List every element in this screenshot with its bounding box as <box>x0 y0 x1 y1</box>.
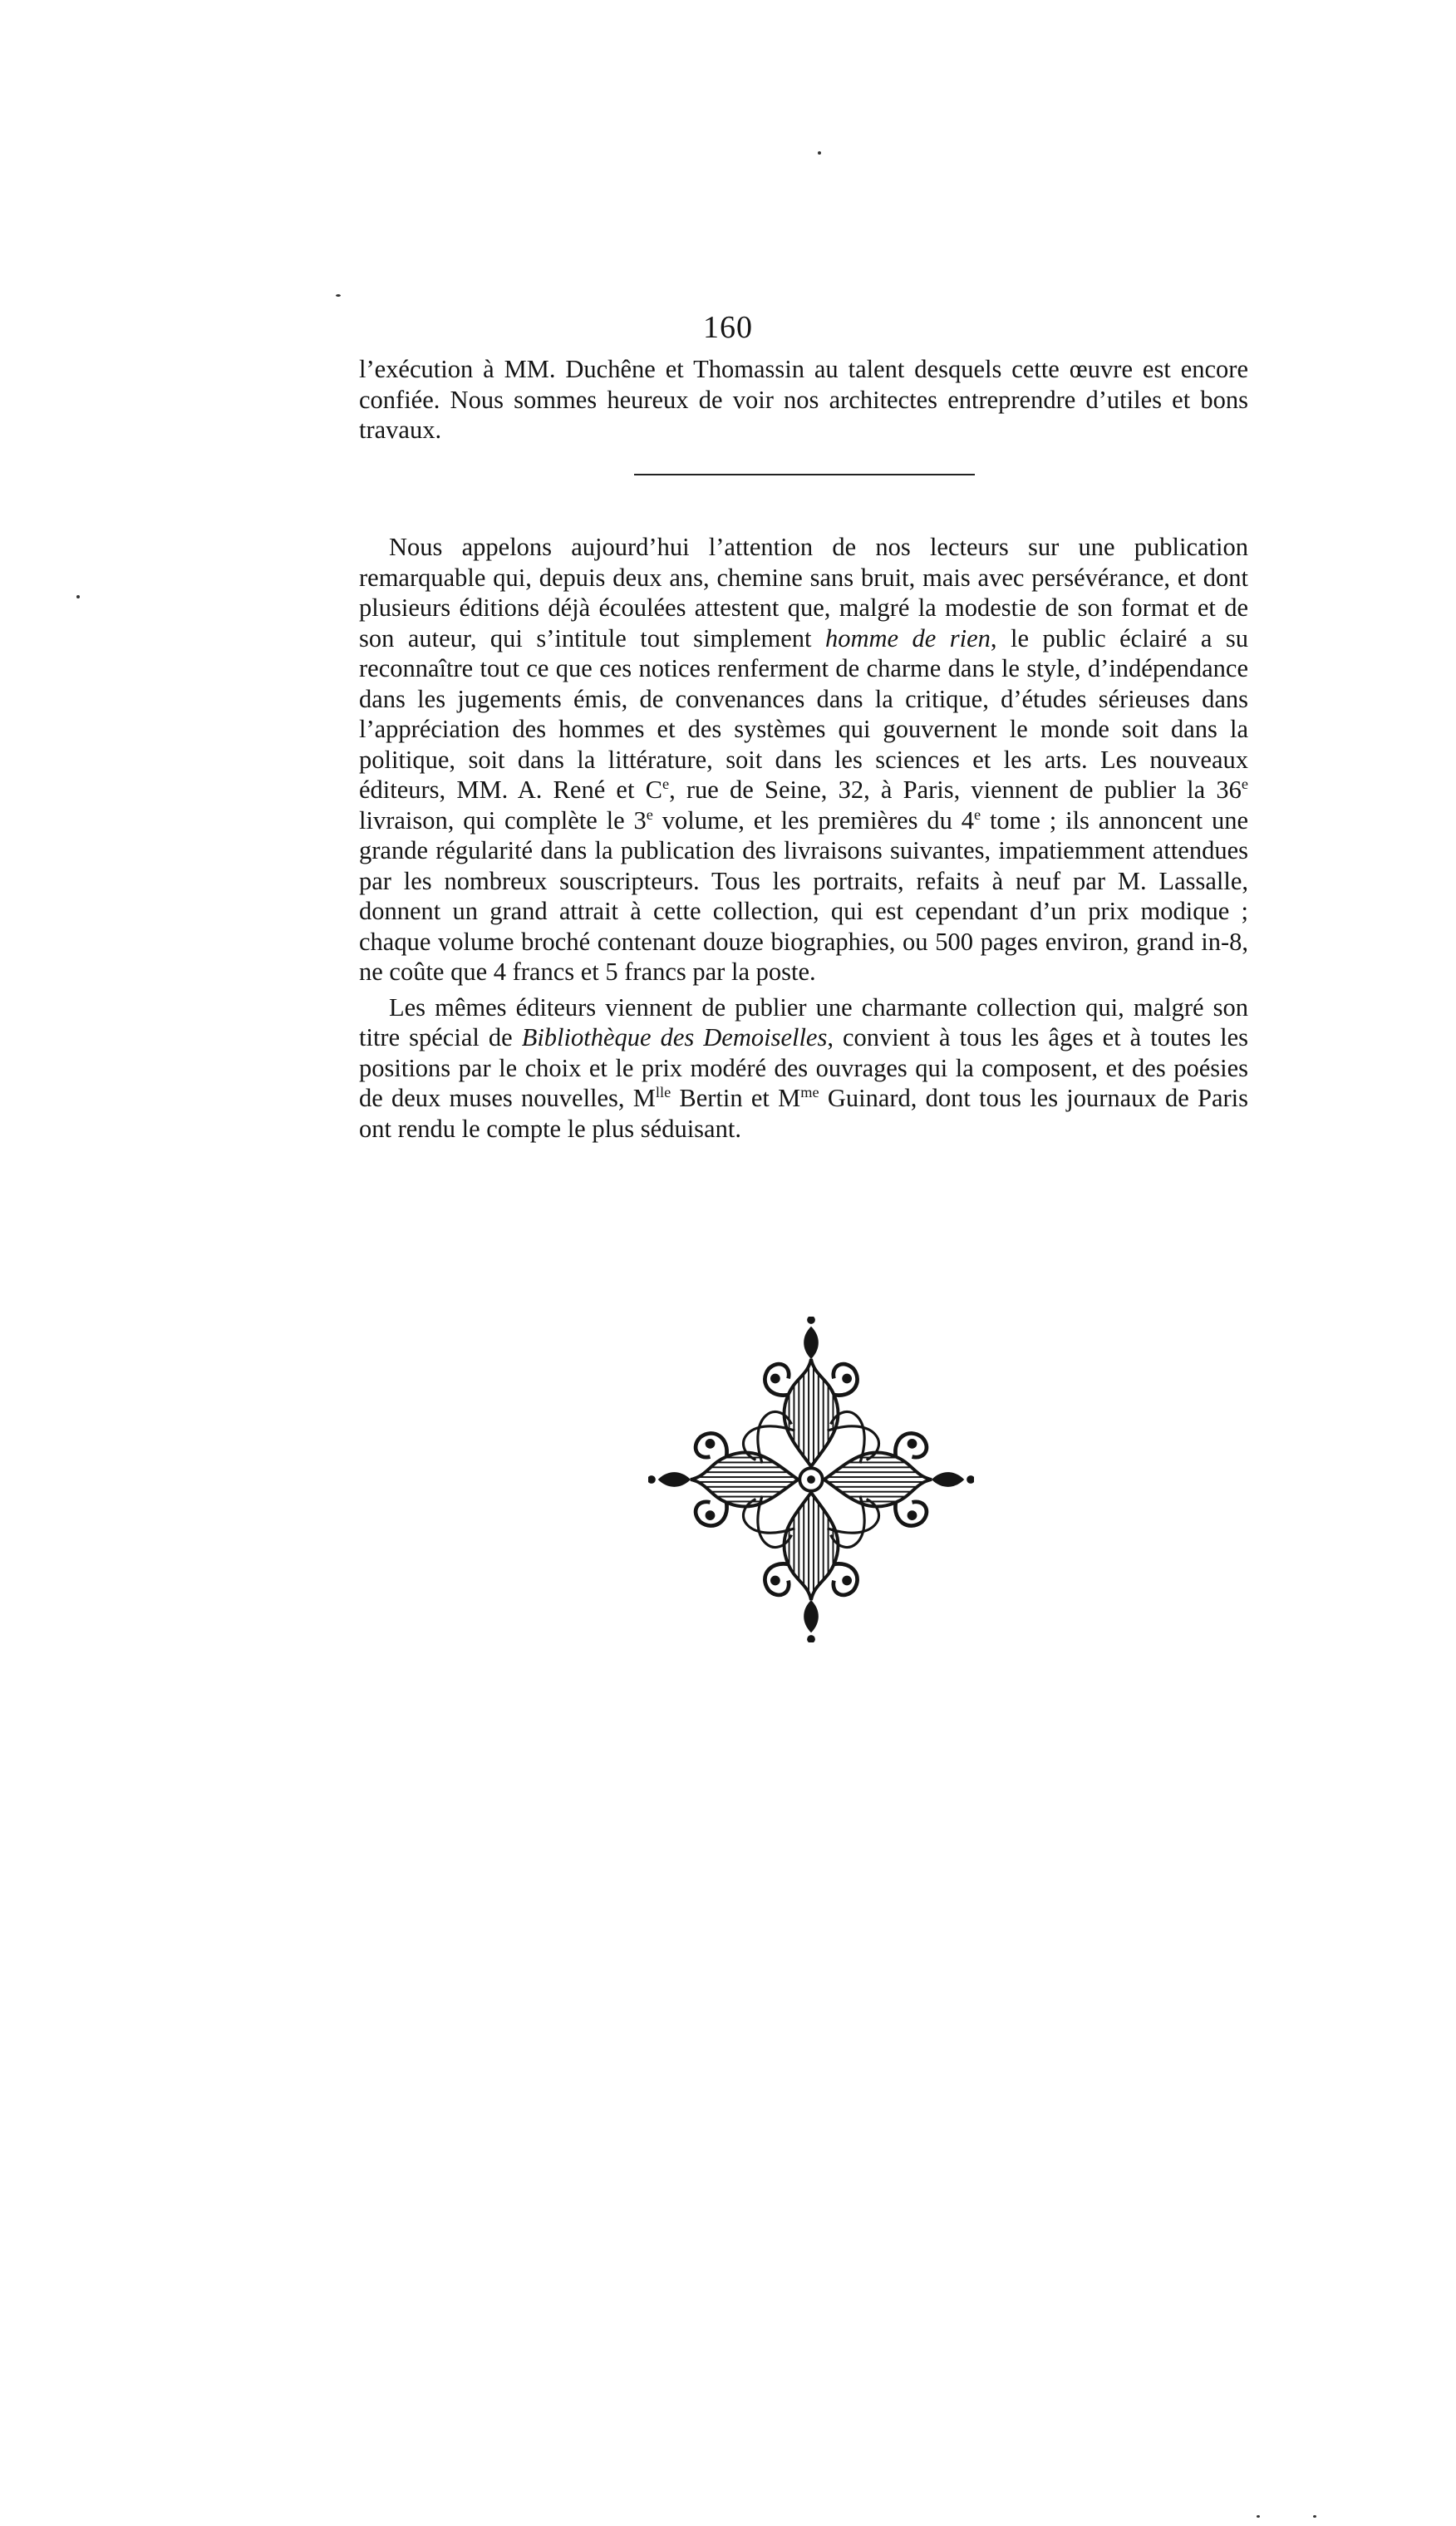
intro-paragraph: l’exécution à MM. Duchêne et Thomassin au talent desquels cette œuvre est encore confiée. Nous sommes heureux de voir nos architectes entreprendre d’utiles et bons travaux. <box>359 355 1248 444</box>
ink-speck <box>1313 2515 1316 2518</box>
ink-speck <box>76 595 80 598</box>
superscript: e <box>973 805 981 823</box>
text-run: Bertin et M <box>671 1084 801 1112</box>
article-paragraph-2 <box>359 992 1248 1145</box>
superscript: lle <box>655 1083 671 1101</box>
text-run: Nous appelons aujourd’hui l’attention de nos lecteurs sur une publication remarquable qui, depuis deux ans, chemine sans bruit, mais avec persévérance, et dont plusieurs éditions déjà écoulées attestent que, malgré la modestie de son format et de son auteur, qui s’intitule tout simplement <box>359 533 1248 652</box>
intro-paragraph-block <box>359 354 1248 446</box>
superscript: e <box>662 775 670 792</box>
italic-title: homme de rien <box>824 623 991 652</box>
article-paragraph-1 <box>359 532 1248 987</box>
text-run: livraison, qui complète le 3 <box>359 805 647 835</box>
italic-title: Bibliothèque des Demoiselles <box>521 1023 828 1051</box>
superscript: me <box>800 1083 819 1101</box>
section-divider <box>634 474 975 475</box>
article-body <box>359 532 1248 1149</box>
superscript: e <box>646 805 653 823</box>
ink-speck <box>336 294 341 297</box>
page-number: 160 <box>703 310 753 345</box>
text-run: , convient à tous les âges et à toutes les positions par le choix et le prix modéré des ouvrages qui la composent, et des poésies de deux muses nouvelles, M <box>359 1023 1249 1112</box>
text-run: Les mêmes éditeurs viennent de publier une charmante collection qui, malgré son titre spécial de <box>359 992 1248 1051</box>
text-run: volume, et les premières du 4 <box>652 805 974 835</box>
superscript: e <box>1241 775 1249 792</box>
fleuron-ornament-icon <box>648 1317 974 1642</box>
ink-speck <box>1257 2515 1260 2518</box>
text-run: , le public éclairé a su reconnaître tout ce que ces notices renferment de charme dans le style, d’indépendance dans les jugements émis, de convenances dans la critique, d’études sérieuses dans l’appréciation des hommes et des systèmes qui gouvernent le monde soit dans la politique, soit dans la littérature, soit dans les sciences et les arts. Les nouveaux éditeurs, MM. A. René et C <box>359 623 1248 804</box>
ink-speck <box>818 151 821 155</box>
text-run: tome ; ils annoncent une grande régularité dans la publication des livraisons suivantes, impatiemment attendues par les nombreux souscripteurs. Tous les portraits, refaits à neuf par M. Lassalle, donnent un grand attrait à cette collection, qui est cependant d’un prix modique ; chaque volume broché contenant douze biographies, ou 500 pages environ, grand in-8, ne coûte que 4 francs et 5 francs par la poste. <box>359 805 1248 986</box>
text-run: Guinard, dont tous les journaux de Paris ont rendu le compte le plus séduisant. <box>359 1084 1248 1143</box>
text-run: , rue de Seine, 32, à Paris, viennent de publier la 36 <box>669 776 1242 804</box>
